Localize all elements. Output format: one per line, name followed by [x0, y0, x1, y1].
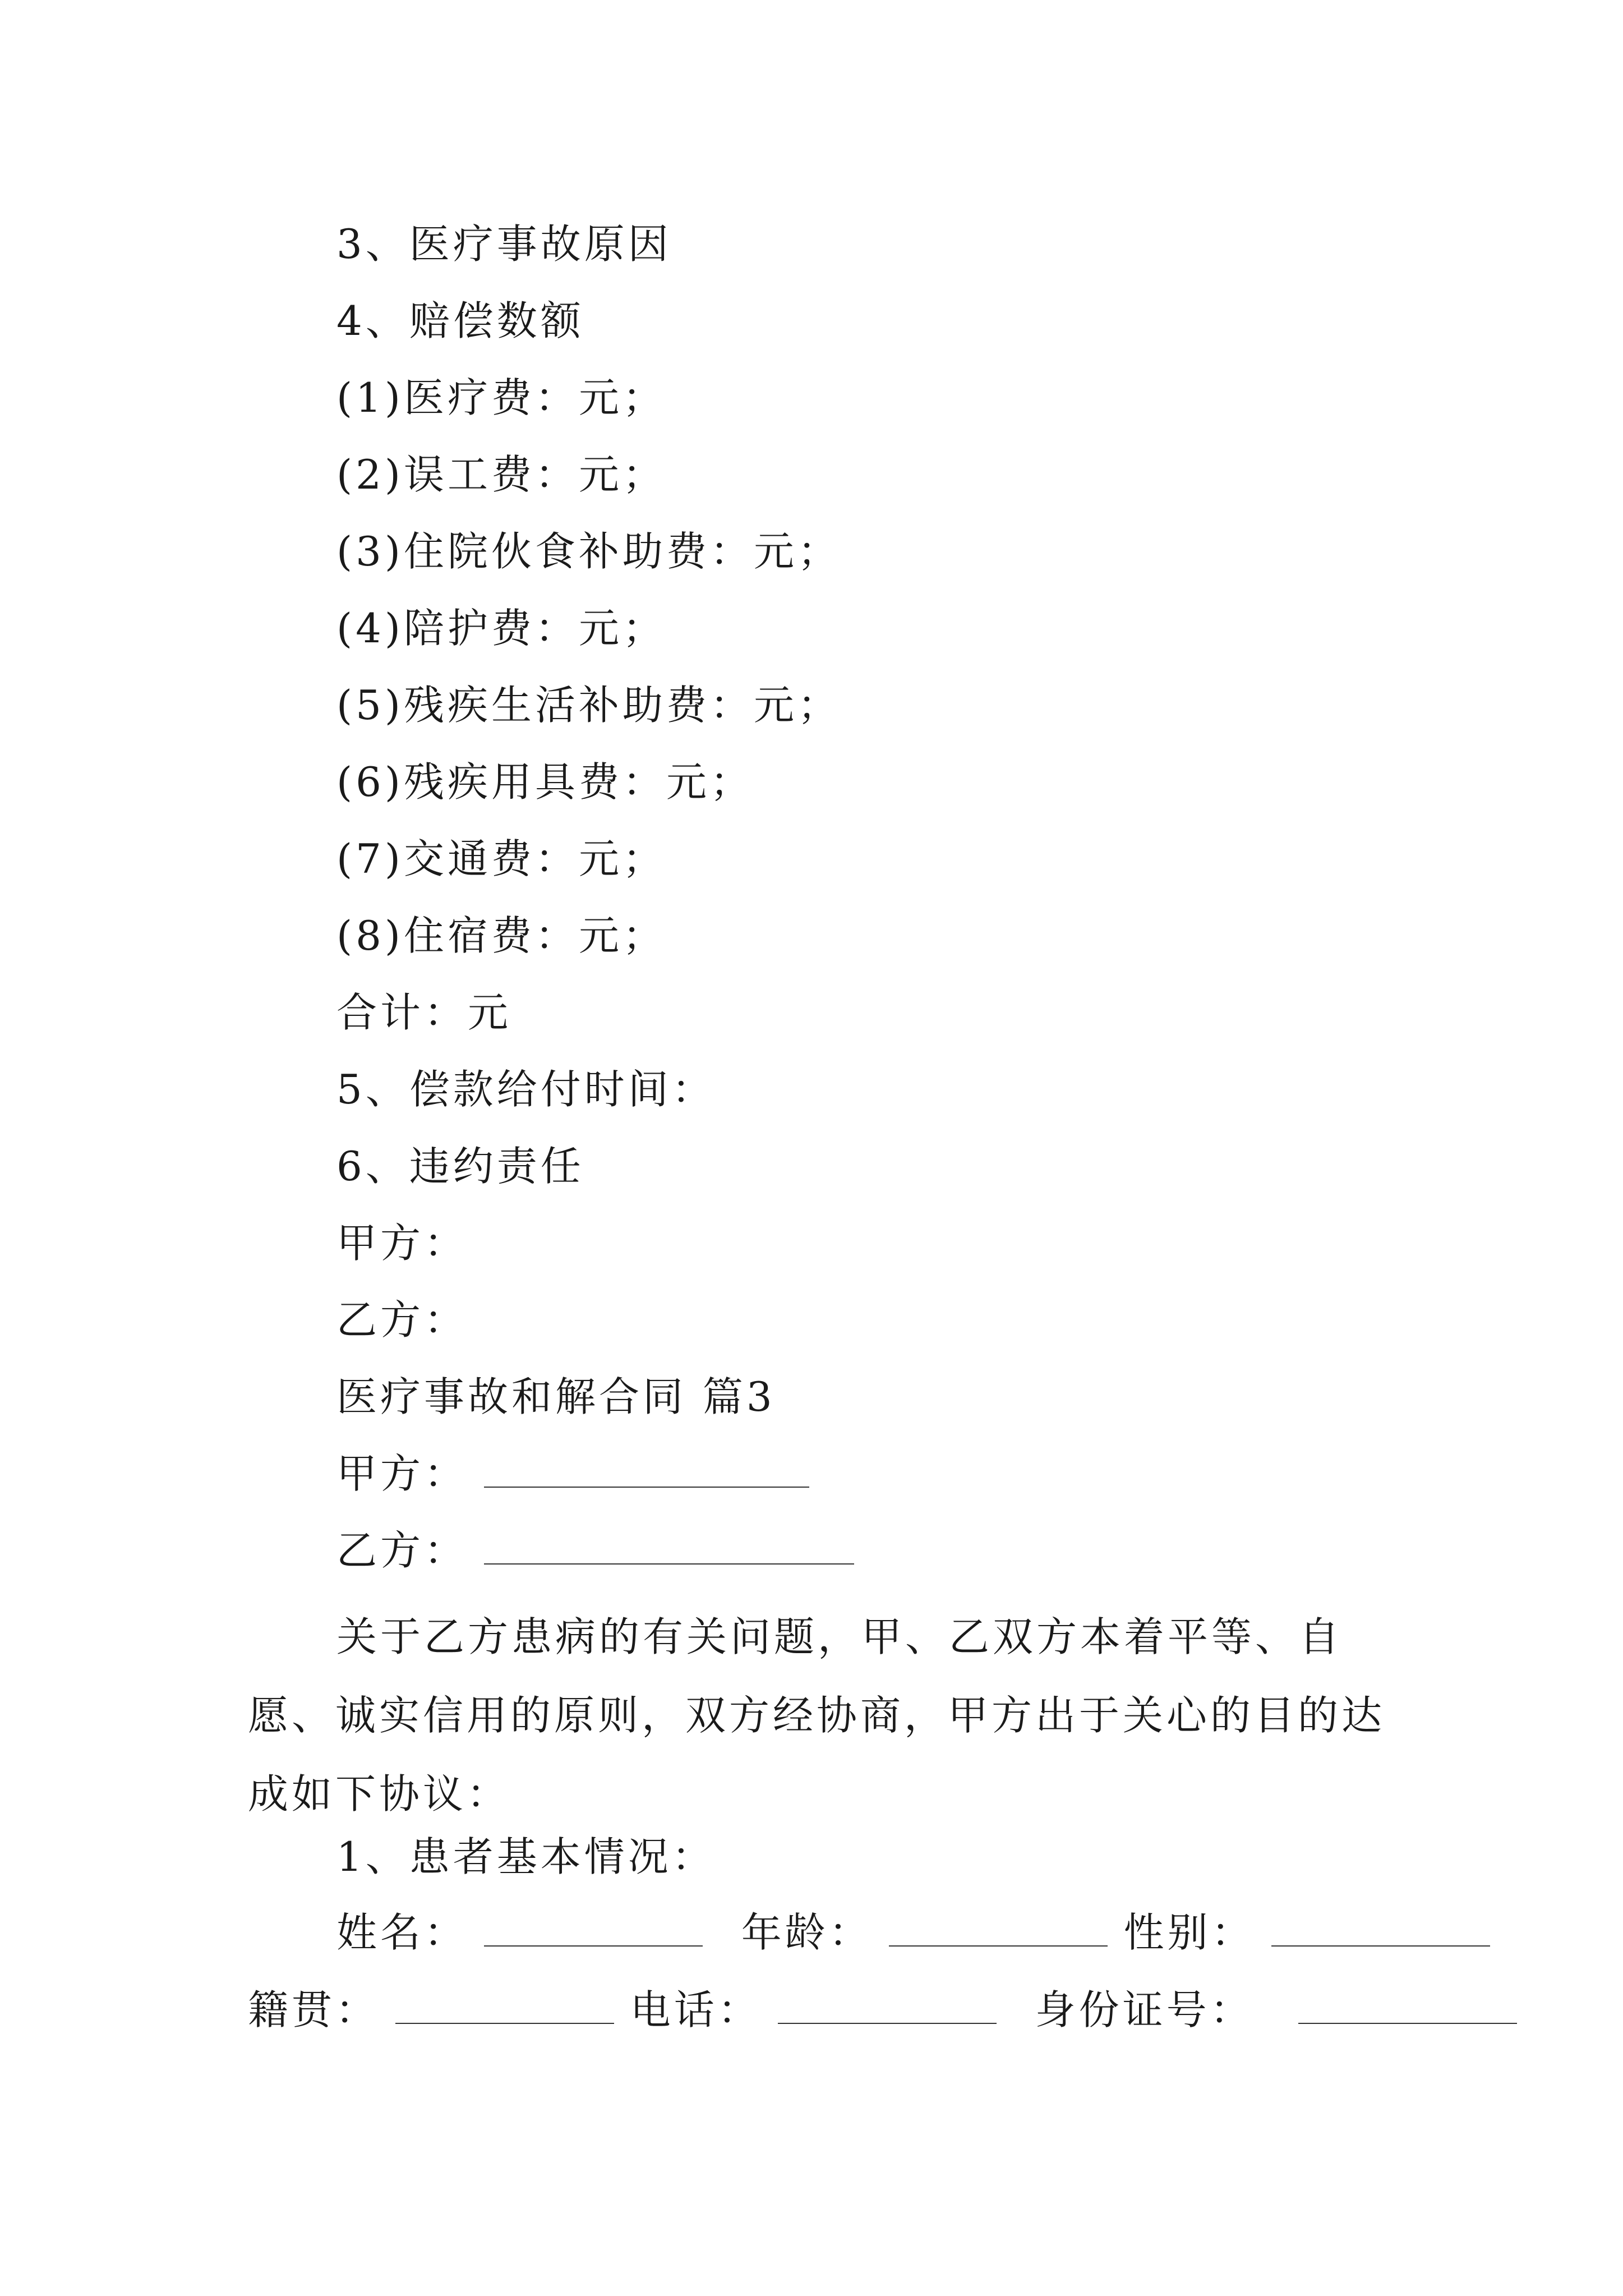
item-disability-equipment-fee: (6)残疾用具费：元；: [336, 758, 754, 806]
item-compensation-amount: 4、赔偿数额: [336, 297, 584, 344]
item-meal-subsidy: (3)住院伙食补助费：元；: [336, 528, 841, 575]
party-a-blank[interactable]: [484, 1447, 809, 1488]
signature-party-b: 乙方：: [336, 1296, 468, 1343]
item-nursing-fee: (4)陪护费：元；: [336, 605, 666, 652]
name-blank[interactable]: [484, 1906, 703, 1947]
item-disability-living-subsidy: (5)残疾生活补助费：元；: [336, 682, 841, 729]
patient-fields-row-2: [248, 1982, 1392, 2038]
phone-blank[interactable]: [778, 1984, 997, 2024]
section-title: 医疗事故和解合同 篇3: [336, 1373, 776, 1420]
item-lost-wages: (2)误工费：元；: [336, 451, 666, 498]
id-number-blank[interactable]: [1298, 1984, 1517, 2024]
item-payment-time: 5、偿款给付时间：: [336, 1066, 716, 1113]
item-medical-fee: (1)医疗费：元；: [336, 374, 666, 421]
age-label: 年龄：: [741, 1909, 873, 1956]
phone-label: 电话：: [630, 1986, 762, 2033]
gender-label: 性别：: [1123, 1909, 1255, 1956]
name-label: 姓名：: [336, 1909, 468, 1956]
item-total: 合计：元: [336, 989, 512, 1036]
party-a-label: 甲方：: [336, 1450, 468, 1497]
id-number-label: 身份证号：: [1035, 1986, 1254, 2033]
party-b-label: 乙方：: [336, 1527, 468, 1574]
native-place-label: 籍贯：: [248, 1986, 380, 2033]
native-place-blank[interactable]: [395, 1984, 614, 2024]
item-transport-fee: (7)交通费：元；: [336, 835, 666, 882]
item-lodging-fee: (8)住宿费：元；: [336, 912, 666, 959]
patient-fields-row-1: [336, 1904, 1391, 1961]
party-b-blank[interactable]: [484, 1524, 854, 1565]
item-breach-liability: 6、违约责任: [336, 1143, 584, 1190]
intro-paragraph: 关于乙方患病的有关问题，甲、乙双方本着平等、自愿、诚实信用的原则，双方经协商，甲方出于关心的目的达成如下协议：: [248, 1613, 1386, 1818]
age-blank[interactable]: [889, 1906, 1108, 1947]
item-accident-cause: 3、医疗事故原因: [336, 220, 672, 268]
party-a-line: [336, 1446, 809, 1502]
party-b-line: [336, 1522, 854, 1579]
signature-party-a: 甲方：: [336, 1220, 468, 1267]
patient-info-heading: 1、患者基本情况：: [336, 1833, 716, 1880]
gender-blank[interactable]: [1271, 1906, 1490, 1947]
